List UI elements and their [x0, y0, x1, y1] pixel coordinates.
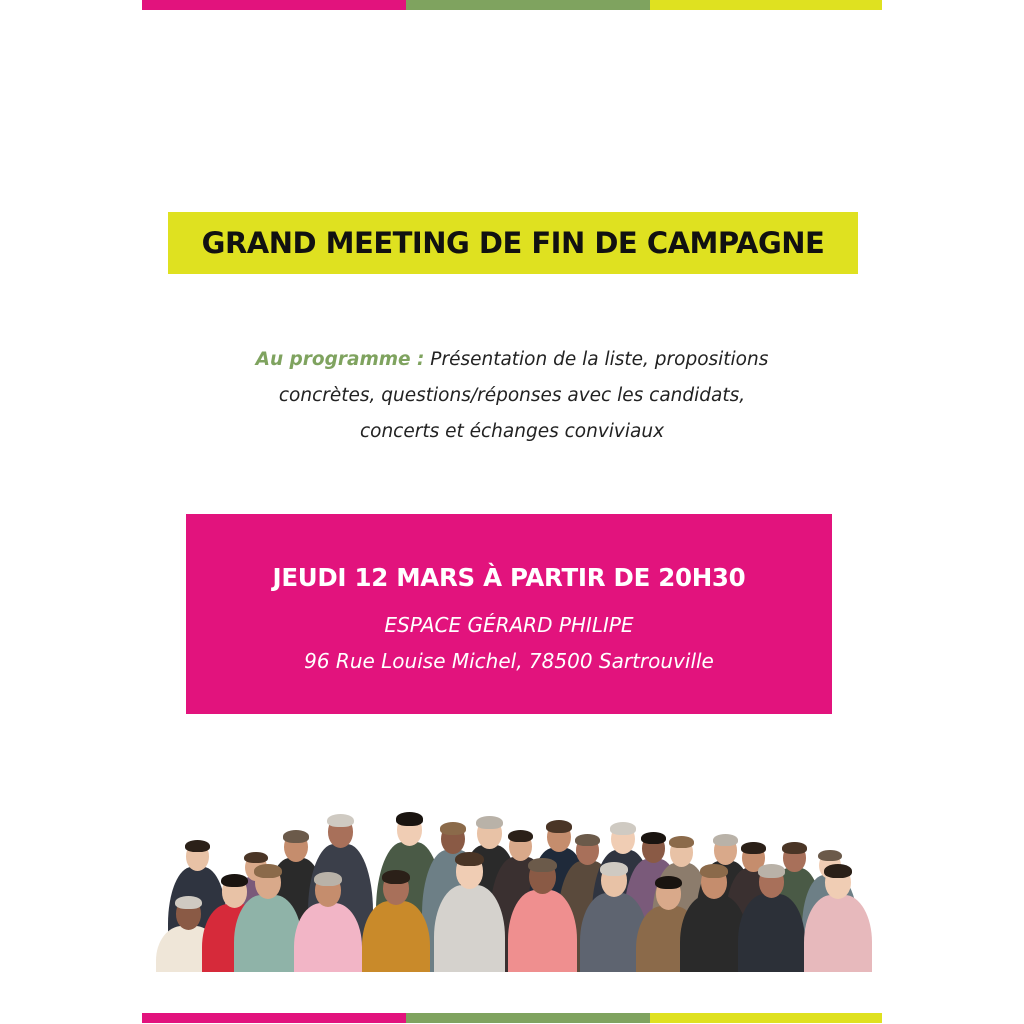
headline-title: GRAND MEETING DE FIN DE CAMPAGNE [201, 226, 825, 260]
person-hair [818, 850, 842, 861]
person-body [738, 894, 805, 972]
event-date-time: JEUDI 12 MARS À PARTIR DE 20H30 [272, 563, 746, 592]
person-hair [327, 814, 354, 827]
photo-person [434, 852, 505, 972]
photo-person [294, 872, 362, 972]
event-address: 96 Rue Louise Michel, 78500 Sartrouville [304, 649, 714, 673]
bottom-stripe-green [406, 1013, 650, 1023]
person-hair [314, 872, 342, 886]
person-hair [700, 864, 728, 878]
person-hair [600, 862, 628, 876]
person-hair [254, 864, 282, 878]
person-hair [283, 830, 309, 843]
person-hair [824, 864, 852, 878]
person-hair [455, 852, 485, 866]
person-body [508, 890, 577, 972]
photo-person [508, 858, 577, 972]
top-stripe-green [406, 0, 650, 10]
program-description [200, 342, 824, 450]
person-body [804, 895, 872, 972]
event-details-box [186, 514, 832, 714]
person-hair [546, 820, 572, 833]
program-line-3: concerts et échanges conviviaux [359, 421, 665, 442]
top-color-stripe [142, 0, 882, 10]
person-body [234, 895, 302, 972]
photo-person [362, 870, 430, 972]
program-label: Au programme : [255, 349, 425, 370]
event-venue: ESPACE GÉRARD PHILIPE [384, 613, 634, 637]
program-line-2: concrètes, questions/réponses avec les candidats, [278, 385, 746, 406]
bottom-color-stripe [142, 1013, 882, 1023]
person-hair [185, 840, 210, 852]
person-hair [758, 864, 786, 878]
top-stripe-pink [142, 0, 406, 10]
photo-person [804, 864, 872, 972]
person-hair [382, 870, 410, 884]
person-hair [741, 842, 765, 854]
bottom-stripe-yellow [650, 1013, 882, 1023]
headline-banner [168, 212, 858, 274]
person-hair [669, 836, 694, 848]
team-group-photo [140, 812, 882, 972]
photo-person [234, 864, 302, 972]
person-hair [655, 876, 682, 889]
bottom-stripe-pink [142, 1013, 406, 1023]
person-hair [476, 816, 502, 829]
top-stripe-yellow [650, 0, 882, 10]
photo-person [738, 864, 805, 972]
person-hair [528, 858, 557, 872]
program-line-1 [200, 342, 824, 378]
program-text-1: Présentation de la liste, propositions [424, 349, 769, 370]
person-body [362, 901, 430, 972]
person-body [434, 885, 505, 973]
person-hair [396, 812, 424, 826]
person-hair [175, 896, 202, 909]
person-body [294, 903, 362, 972]
